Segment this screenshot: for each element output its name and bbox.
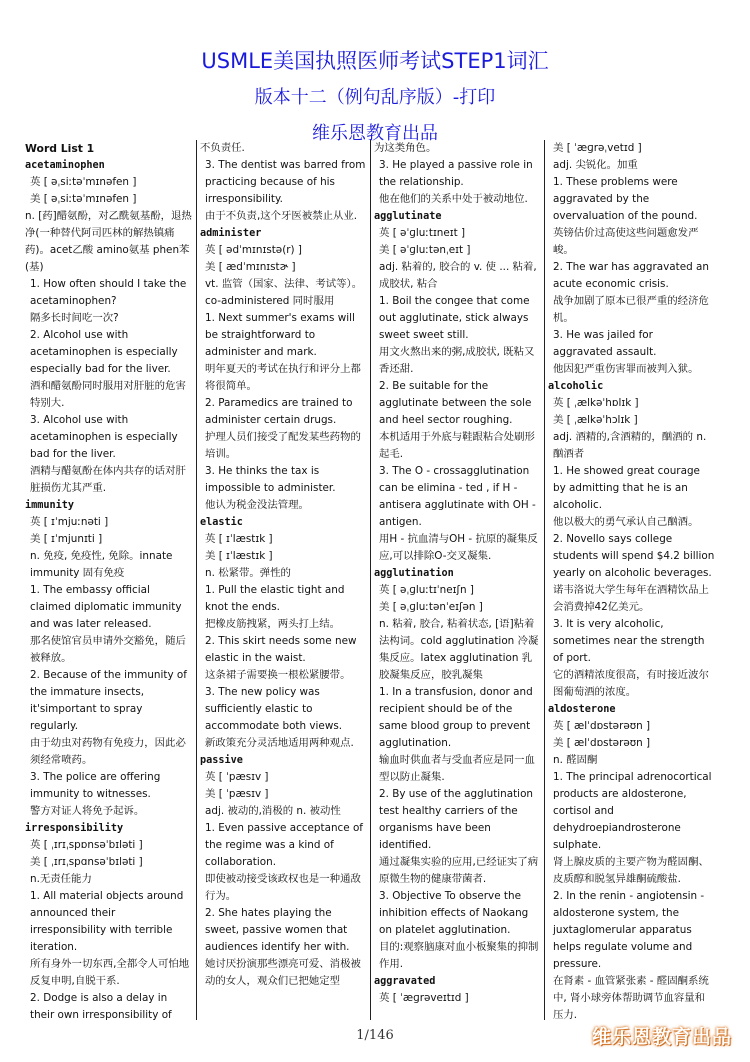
entry-line: 由于不负责,这个牙医被禁止从业. (205, 210, 358, 222)
entry-line: 英 [ ɪˈmjuːnəti ] (30, 516, 109, 528)
entry-line: adj. 尖锐化。加重 (553, 159, 638, 171)
headword: aldosterone (548, 704, 616, 715)
entry-line: 在肾素 - 血管紧张素 - 醛固酮系统中, 肾小球旁体帮助调节血容量和压力. (553, 975, 709, 1020)
entry-line: 3. The new policy was sufficiently elastic to accommodate both views. (205, 686, 343, 732)
column-2 (196, 140, 370, 1020)
entry-line: 诺韦洛说大学生每年在酒精饮品上会消费掉42亿美元。 (553, 584, 709, 613)
entry-line: n.无责任能力 (30, 873, 92, 885)
entry-line: 3. He was jailed for aggravated assault. (553, 329, 657, 358)
entry-line: 2. By use of the agglutination test healthy carriers of the organisms have been identified. (379, 788, 534, 851)
entry-line: 用H - 抗血清与OH - 抗原的凝集反应,可以排除O-交叉凝集. (379, 533, 538, 562)
entry-line: 酒精与醋氨酚在体内共存的话对肝脏损伤尤其严重. (30, 465, 186, 494)
entry-line: 3. The O - crossagglutination can be elimina - ted , if H - antisera agglutinate with OH - antigen. (379, 465, 536, 528)
entry-line: 他因犯严重伤害罪而被判入狱。 (553, 363, 699, 375)
entry-line: 2. She hates playing the sweet, passive women that audiences identify her with. (205, 907, 350, 953)
entry-line: 英 [ əˌsiːtəˈmɪnəfen ] (30, 176, 137, 188)
entry-line: 不负责任. (200, 142, 245, 154)
entry-line: adj. 粘着的, 胶合的 v. 使 ... 粘着, 成胶状, 粘合 (379, 261, 537, 290)
entry-line: 所有身外一切东西,全都令人可怕地反复申明,自脱干系. (30, 958, 190, 987)
entry-line: 1. Pull the elastic tight and knot the ends. (205, 584, 345, 613)
entry-line: 即使被动接受该政权也是一种通敌行为。 (205, 873, 361, 902)
entry-line: 1. Boil the congee that come out agglutinate, stick always sweet sweet still. (379, 295, 530, 341)
page-number: 1/146 (356, 1028, 394, 1043)
entry-line: 英 [ ˈpæsɪv ] (205, 771, 269, 783)
entry-line: adj. 酒精的,含酒精的，酗酒的 n. 酗酒者 (553, 431, 707, 460)
entry-line: 明年夏天的考试在执行和评分上都将很简单。 (205, 363, 361, 392)
entry-line: n. 免疫, 免疫性, 免除。innate immunity 固有免疫 (30, 550, 173, 579)
entry-line: 美 [ ˈpæsɪv ] (205, 788, 269, 800)
publisher-line: 维乐恩教育出品 (312, 123, 438, 144)
entry-line: 2. Novello says college students will spend $4.2 billion yearly on alcoholic beverages. (553, 533, 715, 579)
entry-line: 新政策充分灵活地适用两种观点. (205, 737, 354, 749)
entry-line: 3. He thinks the tax is impossible to administer. (205, 465, 336, 494)
entry-line: 美 [ ɪˈlæstɪk ] (205, 550, 273, 562)
entry-line: 警方对证人将免予起诉。 (30, 805, 145, 817)
document-subtitle: 版本十二（例句乱序版）-打印 (254, 87, 496, 108)
headword: alcoholic (548, 381, 604, 392)
entry-line: 酒和醋氨酚同时服用对肝脏的危害特别大. (30, 380, 186, 409)
headword: administer (200, 228, 262, 239)
entry-line: 美 [ əˌɡluːtənˈeɪʃən ] (379, 601, 483, 613)
entry-line: 美 [ ˈæɡrəˌvetɪd ] (553, 142, 642, 154)
headword: agglutinate (374, 211, 442, 222)
headword: passive (200, 755, 243, 766)
headword: immunity (25, 500, 75, 511)
entry-line: 他认为税金没法管理。 (205, 499, 309, 511)
headword: irresponsibility (25, 823, 124, 834)
entry-line: 英 [ ˌɪrɪˌspɒnsəˈbɪləti ] (30, 839, 143, 851)
column-4 (544, 140, 718, 1020)
entry-line: 这条裙子需要换一根松紧腰带。 (205, 669, 351, 681)
headword: acetaminophen (25, 160, 105, 171)
entry-line: 3. The police are offering immunity to witnesses. (30, 771, 161, 800)
entry-line: 2. Paramedics are trained to administer certain drugs. (205, 397, 353, 426)
document-title: USMLE美国执照医师考试STEP1词汇 (201, 49, 549, 73)
entry-line: 2. Dodge is also a delay in their own irresponsibility of (30, 992, 172, 1020)
entry-line: 2. This skirt needs some new elastic in the waist. (205, 635, 357, 664)
word-list-title: Word List 1 (25, 142, 95, 155)
entry-line: 那名使馆官员申请外交豁免，随后被释放。 (30, 635, 186, 664)
entry-line: 1. In a transfusion, donor and recipient should be of the same blood group to prevent agglutination. (379, 686, 533, 749)
entry-line: 美 [ ˌɪrɪˌspɑnsəˈbɪləti ] (30, 856, 143, 868)
entry-line: 3. Objective To observe the inhibition effects of Naokang on platelet agglutination. (379, 890, 529, 936)
column-1 (22, 140, 196, 1020)
entry-line: 隔多长时间吃一次? (30, 312, 119, 324)
column-3 (370, 140, 544, 1020)
entry-line: 英 [ ˌælkəˈhɒlɪk ] (553, 397, 639, 409)
entry-line: 护理人员们接受了配发某些药物的培训。 (205, 431, 361, 460)
entry-line: vt. 监管（国家、法律、考试等）。co-administered 同时服用 (205, 278, 363, 307)
document-header (0, 45, 750, 149)
entry-line: 美 [ əˌsiːtəˈmɪnəfen ] (30, 193, 137, 205)
entry-line: 英 [ ˈæɡrəveɪtɪd ] (379, 992, 469, 1004)
entry-line: 1. How often should I take the acetaminophen? (30, 278, 187, 307)
entry-line: 目的:观察脑康对血小板聚集的抑制作用. (379, 941, 539, 970)
entry-line: 用文火熬出来的粥,成胶状, 既粘又香还甜. (379, 346, 535, 375)
entry-line: 把橡皮筋拽紧，两头打上结。 (205, 618, 341, 630)
entry-line: 2. In the renin - angiotensin - aldosterone system, the juxtaglomerular apparatus helps regulate volume and pressure. (553, 890, 705, 970)
publisher-watermark: 维乐恩教育出品 (591, 1026, 732, 1048)
entry-line: 3. He played a passive role in the relationship. (379, 159, 533, 188)
entry-line: 2. The war has aggravated an acute economic crisis. (553, 261, 709, 290)
entry-line: 她讨厌扮演那些漂亮可爱、消极被动的女人，观众们已把她定型 (205, 958, 361, 987)
entry-line: 输血时供血者与受血者应是同一血型以防止凝集. (379, 754, 535, 783)
entry-line: 美 [ əˈɡluːtənˌeɪt ] (379, 244, 471, 256)
entry-line: 3. Alcohol use with acetaminophen is especially bad for the liver. (30, 414, 178, 460)
entry-line: 1. The embassy official claimed diplomatic immunity and was later released. (30, 584, 182, 630)
entry-line: 为这类角色。 (374, 142, 437, 154)
entry-line: 他在他们的关系中处于被动地位. (379, 193, 528, 205)
entry-line: 它的酒精浓度很高，有时接近波尔图葡萄酒的浓度。 (553, 669, 709, 698)
entry-line: 英 [ ɪˈlæstɪk ] (205, 533, 273, 545)
entry-line: 英 [ ælˈdɒstərəʊn ] (553, 720, 651, 732)
entry-line: n. 粘着, 胶合, 粘着状态, [语]粘着法构词。cold agglutination 冷凝集反应。latex agglutination 乳胶凝集反应，胶乳凝集 (379, 618, 539, 681)
entry-line: 1. All material objects around announced their irresponsibility with terrible iteration. (30, 890, 184, 953)
headword: agglutination (374, 568, 454, 579)
entry-line: 2. Because of the immunity of the immature insects, it'simportant to spray regularly. (30, 669, 187, 732)
entry-line: 1. These problems were aggravated by the overvaluation of the pound. (553, 176, 698, 222)
entry-line: 英 [ əˌɡluːtɪˈneɪʃn ] (379, 584, 474, 596)
entry-line: 1. The principal adrenocortical products are aldosterone, cortisol and dehydroepiandrosterone sulphate. (553, 771, 712, 851)
entry-line: 2. Alcohol use with acetaminophen is especially especially bad for the liver. (30, 329, 178, 375)
entry-line: 美 [ ælˈdɒstərəʊn ] (553, 737, 651, 749)
entry-line: 英 [ ədˈmɪnɪstə(r) ] (205, 244, 302, 256)
entry-line: 1. Even passive acceptance of the regime was a kind of collaboration. (205, 822, 363, 868)
entry-line: n. 醛固酮 (553, 754, 598, 766)
entry-line: n. 松紧带。弹性的 (205, 567, 291, 579)
entry-line: 由于幼虫对药物有免疫力，因此必须经常喷药。 (30, 737, 186, 766)
entry-line: 美 [ ˌælkəˈhɔlɪk ] (553, 414, 638, 426)
entry-line: 他以极大的勇气承认自己酗酒。 (553, 516, 699, 528)
entry-line: 英镑估价过高使这些问题愈发严峻。 (553, 227, 699, 256)
entry-line: 3. The dentist was barred from practicing because of his irresponsibility. (205, 159, 366, 205)
entry-line: 战争加剧了原本已很严重的经济危机。 (553, 295, 709, 324)
entry-line: 本机适用于外底与鞋跟粘合处刷形起毛. (379, 431, 535, 460)
entry-line: 英 [ əˈɡluːtɪneɪt ] (379, 227, 466, 239)
entry-line: 1. Next summer's exams will be straightforward to administer and mark. (205, 312, 355, 358)
entry-line: 2. Be suitable for the agglutinate between the sole and heel sector roughing. (379, 380, 532, 426)
entry-line: 1. He showed great courage by admitting that he is an alcoholic. (553, 465, 700, 511)
vocabulary-columns (22, 140, 730, 1020)
entry-line: n. [药]醋氨酚，对乙酰氨基酚，退热净(一种替代阿司匹林的解热镇痛药)。acet乙酸 amino氨基 phen苯(基) (25, 210, 192, 273)
entry-line: 肾上腺皮质的主要产物为醛固酮、皮质醇和脱氢异雄酮硫酸盐. (553, 856, 709, 885)
entry-line: adj. 被动的,消极的 n. 被动性 (205, 805, 341, 817)
entry-line: 美 [ ɪˈmjunɪti ] (30, 533, 103, 545)
entry-line: 美 [ ædˈmɪnɪstɚ ] (205, 261, 296, 273)
entry-line: 通过凝集实验的应用,已经证实了病原微生物的健康带菌者. (379, 856, 539, 885)
headword: aggravated (374, 976, 436, 987)
headword: elastic (200, 517, 243, 528)
entry-line: 3. It is very alcoholic, sometimes near the strength of port. (553, 618, 705, 664)
